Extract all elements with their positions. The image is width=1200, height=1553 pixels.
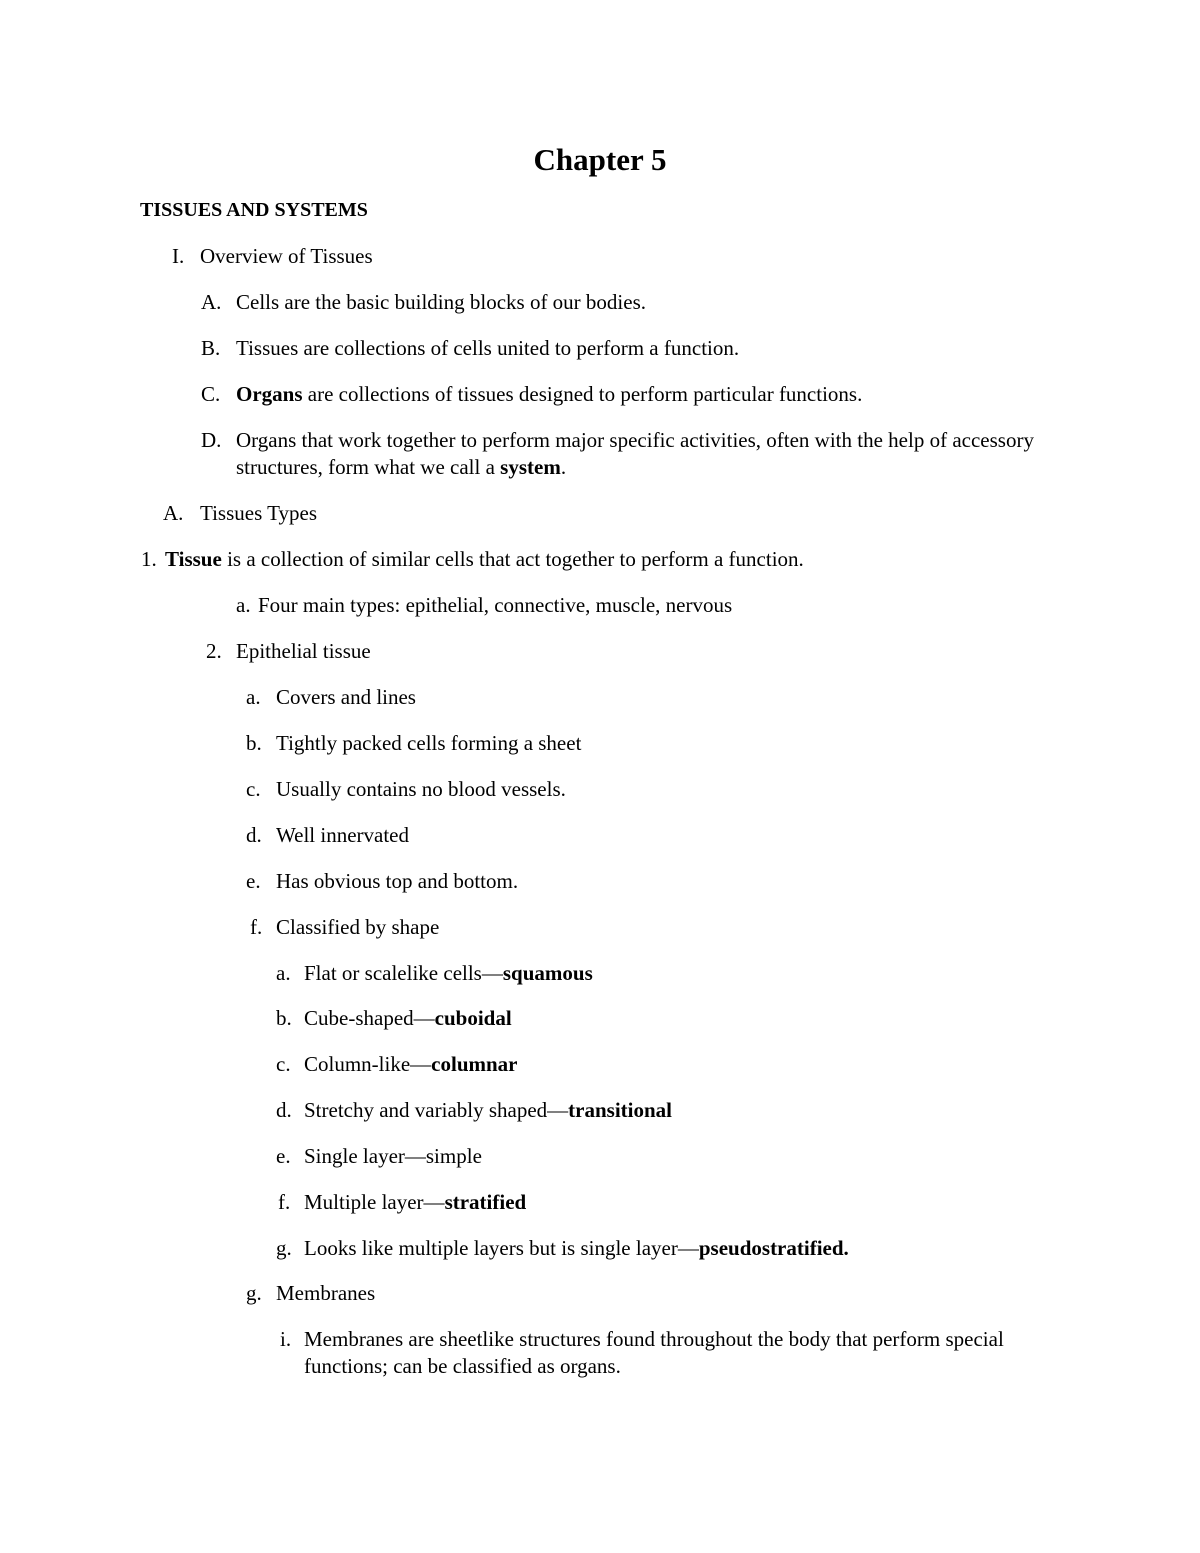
outline-marker: c. — [246, 777, 261, 801]
outline-marker: d. — [276, 1098, 292, 1122]
outline-text — [165, 546, 804, 573]
outline-marker: 1. — [141, 547, 157, 571]
text-run: Four main types: epithelial, connective, muscle, nervous — [258, 593, 733, 617]
text-run: Organs that work together to perform major specific activities, often with the help of accessory structures, form what we call a — [236, 428, 1034, 479]
outline-text — [276, 914, 439, 941]
text-run: Membranes — [276, 1281, 376, 1305]
outline-text — [276, 868, 518, 895]
outline-text — [276, 684, 416, 711]
bold-term: cuboidal — [434, 1006, 512, 1030]
outline-marker: d. — [246, 823, 262, 847]
bold-term: Tissue — [165, 547, 222, 571]
bold-term: stratified — [444, 1190, 527, 1214]
outline-text — [304, 1051, 518, 1078]
outline-text — [236, 381, 862, 408]
text-run: Covers and lines — [276, 685, 416, 709]
outline-text — [304, 1235, 849, 1262]
text-run: Overview of Tissues — [200, 244, 373, 268]
text-run: Tissues are collections of cells united to perform a function. — [236, 336, 740, 360]
outline-text — [236, 335, 739, 362]
outline-text — [276, 776, 566, 803]
outline-marker: c. — [276, 1052, 291, 1076]
text-run: are collections of tissues designed to perform particular functions. — [302, 382, 863, 406]
outline-marker: 2. — [206, 639, 222, 663]
outline-marker: i. — [280, 1327, 292, 1351]
outline-text — [258, 592, 732, 619]
outline-text — [276, 1280, 375, 1307]
text-run: Tissues Types — [200, 501, 317, 525]
text-run: Cells are the basic building blocks of our bodies. — [236, 290, 647, 314]
text-run: Membranes are sheetlike structures found throughout the body that perform special functions; can be classified as organs. — [304, 1327, 1004, 1378]
text-run: Epithelial tissue — [236, 639, 371, 663]
outline-text — [200, 500, 317, 527]
outline-marker: b. — [246, 731, 262, 755]
text-run: Single layer—simple — [304, 1144, 482, 1168]
outline-text — [200, 243, 373, 270]
text-run: Stretchy and variably shaped— — [304, 1098, 569, 1122]
outline-text — [304, 1005, 512, 1032]
bold-term: Organs — [236, 382, 303, 406]
outline-marker: I. — [172, 244, 185, 268]
text-run: is a collection of similar cells that act together to perform a function. — [221, 547, 804, 571]
outline-marker: D. — [201, 428, 222, 452]
text-run: Multiple layer— — [304, 1190, 445, 1214]
text-run: Flat or scalelike cells— — [304, 961, 503, 985]
outline-marker: A. — [163, 501, 184, 525]
outline-marker: B. — [201, 336, 221, 360]
section-heading: TISSUES AND SYSTEMS — [140, 199, 368, 221]
outline-marker: f. — [278, 1190, 291, 1214]
bold-term: squamous — [502, 961, 593, 985]
text-run: Well innervated — [276, 823, 410, 847]
outline-marker: b. — [276, 1006, 292, 1030]
outline-text — [304, 1189, 526, 1216]
outline-text — [236, 427, 1046, 481]
chapter-title: Chapter 5 — [533, 142, 667, 177]
text-run: Looks like multiple layers but is single layer— — [304, 1236, 699, 1260]
outline-text — [276, 822, 409, 849]
bold-term: transitional — [568, 1098, 673, 1122]
outline-marker: e. — [246, 869, 261, 893]
outline-marker: e. — [276, 1144, 291, 1168]
text-run: Has obvious top and bottom. — [276, 869, 519, 893]
bold-term: pseudostratified. — [698, 1236, 849, 1260]
outline-marker: C. — [201, 382, 221, 406]
text-run: Column-like— — [304, 1052, 432, 1076]
bold-term: system — [500, 455, 561, 479]
outline-text — [236, 289, 646, 316]
text-run: . — [560, 455, 567, 479]
outline-marker: A. — [201, 290, 222, 314]
bold-term: columnar — [431, 1052, 518, 1076]
outline-marker: g. — [246, 1281, 262, 1305]
text-run: Usually contains no blood vessels. — [276, 777, 566, 801]
outline-text — [304, 1326, 1034, 1380]
outline-text — [236, 638, 371, 665]
outline-text — [276, 730, 581, 757]
outline-marker: g. — [276, 1236, 292, 1260]
outline-marker: a. — [236, 593, 251, 617]
text-run: Classified by shape — [276, 915, 440, 939]
outline-marker: f. — [250, 915, 263, 939]
outline-marker: a. — [246, 685, 261, 709]
outline-text — [304, 960, 593, 987]
text-run: Tightly packed cells forming a sheet — [276, 731, 582, 755]
outline-text — [304, 1143, 482, 1170]
text-run: Cube-shaped— — [304, 1006, 435, 1030]
outline-marker: a. — [276, 961, 291, 985]
outline-text — [304, 1097, 672, 1124]
